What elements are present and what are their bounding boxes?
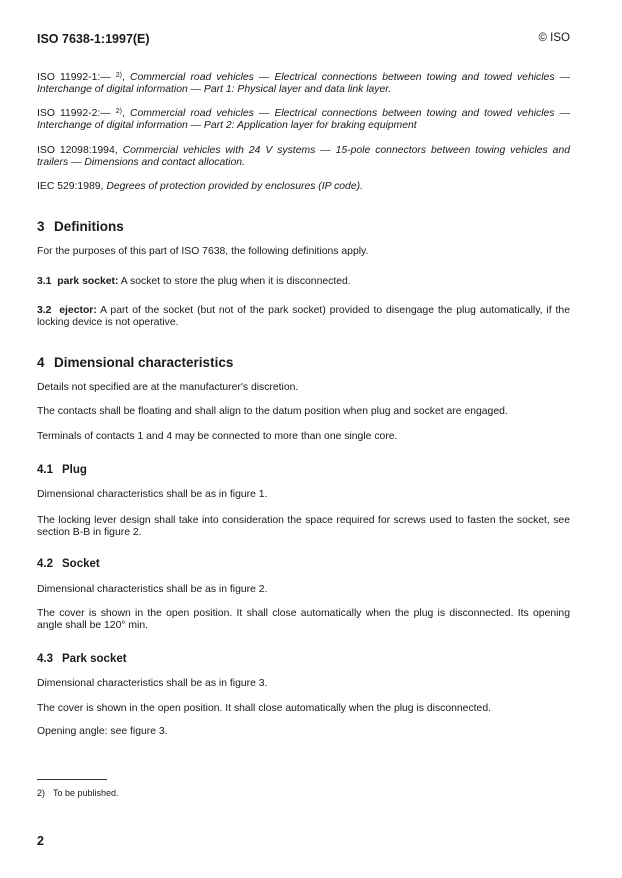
reference-separator: , [121,108,130,119]
definition-item [37,305,570,329]
subsection-title: Socket [62,558,100,570]
reference-code: ISO 11992-2:— [37,108,116,119]
subsection-title: Plug [62,464,87,476]
definition-term: ejector: [59,305,97,316]
footnote-divider [37,779,107,780]
paragraph: The cover is shown in the open position. It shall close automatically when the plug is disconnected. Its opening angle shall be 120° min. [37,608,570,631]
footnote-text: To be published. [53,788,119,798]
page-number: 2 [37,834,44,848]
paragraph: Dimensional characteristics shall be as in figure 1. [37,489,268,500]
paragraph: Dimensional characteristics shall be as in figure 3. [37,678,268,689]
definition-number: 3.2 [37,305,52,316]
reference-item [37,108,570,132]
paragraph: The contacts shall be floating and shall align to the datum position when plug and socket are engaged. [37,406,508,417]
section-title: Dimensional characteristics [54,355,234,370]
paragraph: Dimensional characteristics shall be as in figure 2. [37,584,268,595]
paragraph: The locking lever design shall take into consideration the space required for screws used to fasten the socket, see section B-B in figure 2. [37,515,570,538]
definition-number: 3.1 [37,276,52,287]
definition-text: A socket to store the plug when it is disconnected. [120,276,351,287]
subsection-title: Park socket [62,653,127,665]
section-heading [37,355,233,370]
reference-item [37,145,570,169]
reference-title: Degrees of protection provided by enclosures (IP code). [106,181,363,192]
definition-text: A part of the socket (but not of the park socket) provided to disengage the plug automatically, if the locking device is not operative. [37,305,570,328]
reference-code: ISO 12098:1994, [37,145,123,156]
document-id: ISO 7638-1:1997(E) [37,32,150,46]
reference-code: IEC 529:1989, [37,181,107,192]
copyright-mark: © ISO [538,32,570,44]
subsection-heading [37,653,127,665]
footnote [37,788,119,798]
section-number: 4 [37,355,45,370]
subsection-heading [37,558,100,570]
subsection-number: 4.2 [37,558,53,570]
reference-title: Commercial road vehicles — Electrical connections between towing and towed vehicles — Interchange of digital information — Part 1: Physical layer and data link layer. [37,72,570,95]
reference-item [37,181,570,193]
reference-item [37,72,570,96]
definition-item [37,276,570,288]
section-heading [37,219,124,234]
reference-code: ISO 11992-1:— [37,72,116,83]
paragraph: Opening angle: see figure 3. [37,726,168,737]
paragraph: For the purposes of this part of ISO 7638, the following definitions apply. [37,246,369,257]
footnote-marker: 2) [115,108,122,115]
paragraph: The cover is shown in the open position. It shall close automatically when the plug is disconnected. [37,703,491,714]
paragraph: Details not specified are at the manufacturer's discretion. [37,382,299,393]
section-title: Definitions [54,219,124,234]
paragraph: Terminals of contacts 1 and 4 may be connected to more than one single core. [37,431,398,442]
footnote-marker: 2) [115,72,122,79]
subsection-number: 4.1 [37,464,53,476]
reference-title: Commercial road vehicles — Electrical connections between towing and towed vehicles — Interchange of digital information — Part 2: Application layer for braking equipment [37,108,570,131]
subsection-number: 4.3 [37,653,53,665]
definition-term: park socket: [57,276,119,287]
section-number: 3 [37,219,45,234]
footnote-number: 2) [37,788,46,798]
reference-separator: , [121,72,130,83]
subsection-heading [37,464,87,476]
reference-title: Commercial vehicles with 24 V systems — 15-pole connectors between towing vehicles and trailers — Dimensions and contact allocation. [37,145,570,168]
